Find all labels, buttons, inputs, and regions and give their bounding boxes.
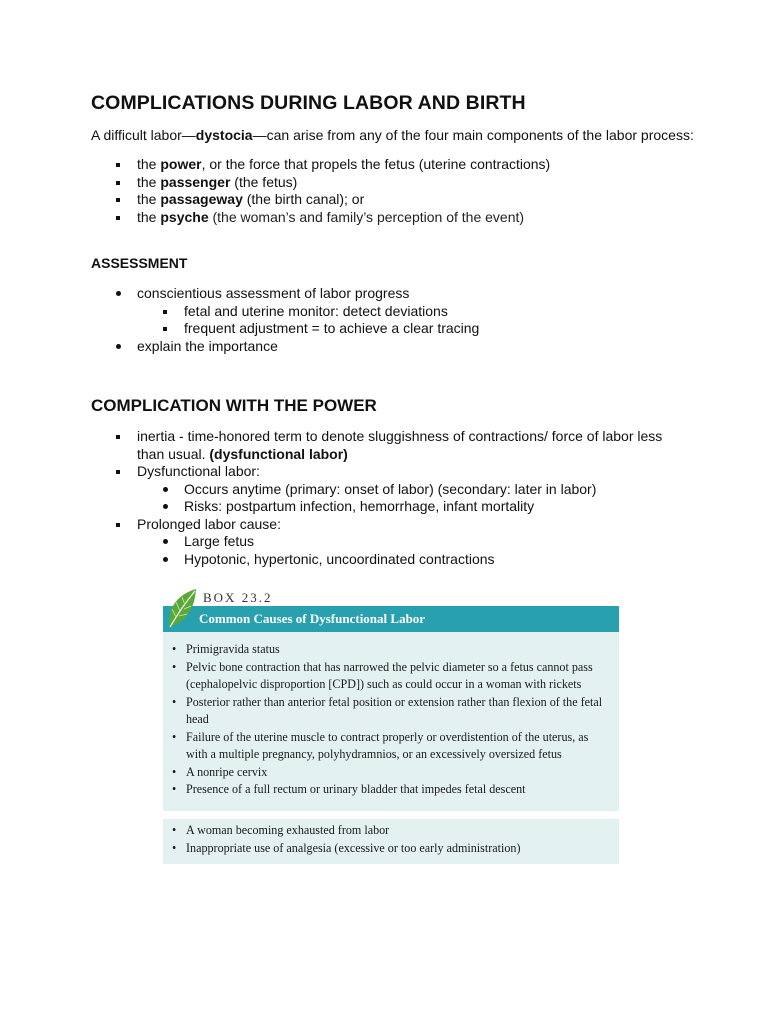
item-post: (the fetus)	[230, 173, 298, 190]
box-label: BOX 23.2	[203, 590, 273, 605]
item-post: (the birth canal); or	[242, 191, 365, 207]
power-list	[116, 428, 676, 568]
causes-list-continued	[172, 822, 612, 857]
list-item	[116, 285, 479, 338]
item-term: passenger	[160, 173, 231, 190]
list-item: Occurs anytime (primary: onset of labor) (secondary: later in labor)	[163, 481, 676, 499]
box-body	[163, 632, 619, 811]
causes-list	[172, 641, 612, 799]
power-heading: COMPLICATION WITH THE POWER	[91, 396, 377, 415]
item-bold: (dysfunctional labor)	[209, 445, 348, 462]
assessment-list	[116, 285, 479, 355]
item-term: power	[160, 156, 202, 172]
item-text: Dysfunctional labor:	[137, 463, 260, 479]
item-text: conscientious assessment of labor progress	[137, 285, 410, 301]
item-text: inertia - time-honored term to denote sluggishness of contractions/ force of labor less than usual.	[137, 428, 663, 462]
item-term: passageway	[160, 191, 243, 207]
intro-before: A difficult labor—	[91, 127, 196, 143]
assessment-heading: ASSESSMENT	[91, 255, 188, 271]
box-title: Common Causes of Dysfunctional Labor	[163, 606, 619, 632]
intro-term: dystocia	[195, 127, 253, 143]
list-item	[116, 428, 676, 463]
list-item: • Presence of a full rectum or urinary bladder that impedes fetal descent	[172, 781, 612, 799]
item-pre: the	[137, 156, 161, 172]
list-item	[116, 209, 550, 227]
box-figure	[163, 587, 619, 865]
dysfunctional-sublist	[137, 481, 676, 516]
item-term: psyche	[160, 208, 209, 225]
list-item: • Posterior rather than anterior fetal position or extension rather than flexion of the fetal head	[172, 694, 612, 729]
list-item: • Pelvic bone contraction that has narrowed the pelvic diameter so a fetus cannot pass (cephalopelvic disproportion [CPD]) such as could occur in a woman with rickets	[172, 659, 612, 694]
list-item	[116, 174, 550, 192]
page-title: COMPLICATIONS DURING LABOR AND BIRTH	[91, 92, 526, 114]
list-item: • A nonripe cervix	[172, 764, 612, 782]
list-item: • Inappropriate use of analgesia (excessive or too early administration)	[172, 840, 612, 858]
item-pre: the	[137, 173, 161, 190]
list-item: explain the importance	[116, 338, 479, 356]
intro-paragraph	[91, 127, 694, 143]
box-body-continued	[163, 819, 619, 864]
list-item: Hypotonic, hypertonic, uncoordinated contractions	[163, 551, 676, 569]
assessment-sublist	[137, 303, 479, 338]
list-item: • A woman becoming exhausted from labor	[172, 822, 612, 840]
list-item	[116, 191, 550, 209]
list-item	[116, 156, 550, 174]
list-item: Risks: postpartum infection, hemorrhage, infant mortality	[163, 498, 676, 516]
item-text: Prolonged labor cause:	[137, 515, 281, 532]
list-item	[116, 516, 676, 569]
list-item: Large fetus	[163, 533, 676, 551]
prolonged-sublist	[137, 533, 676, 568]
list-item: frequent adjustment = to achieve a clear tracing	[163, 320, 479, 338]
list-item: fetal and uterine monitor: detect deviations	[163, 303, 479, 321]
item-pre: the	[137, 208, 161, 225]
components-list	[116, 156, 550, 226]
item-post: , or the force that propels the fetus (uterine contractions)	[201, 156, 551, 172]
list-item	[116, 463, 676, 516]
leaf-icon	[165, 587, 199, 629]
list-item: • Primigravida status	[172, 641, 612, 659]
item-post: (the woman’s and family’s perception of the event)	[208, 208, 525, 225]
list-item: • Failure of the uterine muscle to contract properly or overdistention of the uterus, as with a multiple pregnancy, polyhydramnios, or an excessively oversized fetus	[172, 729, 612, 764]
item-pre: the	[137, 191, 161, 207]
intro-after: —can arise from any of the four main components of the labor process:	[252, 127, 694, 143]
